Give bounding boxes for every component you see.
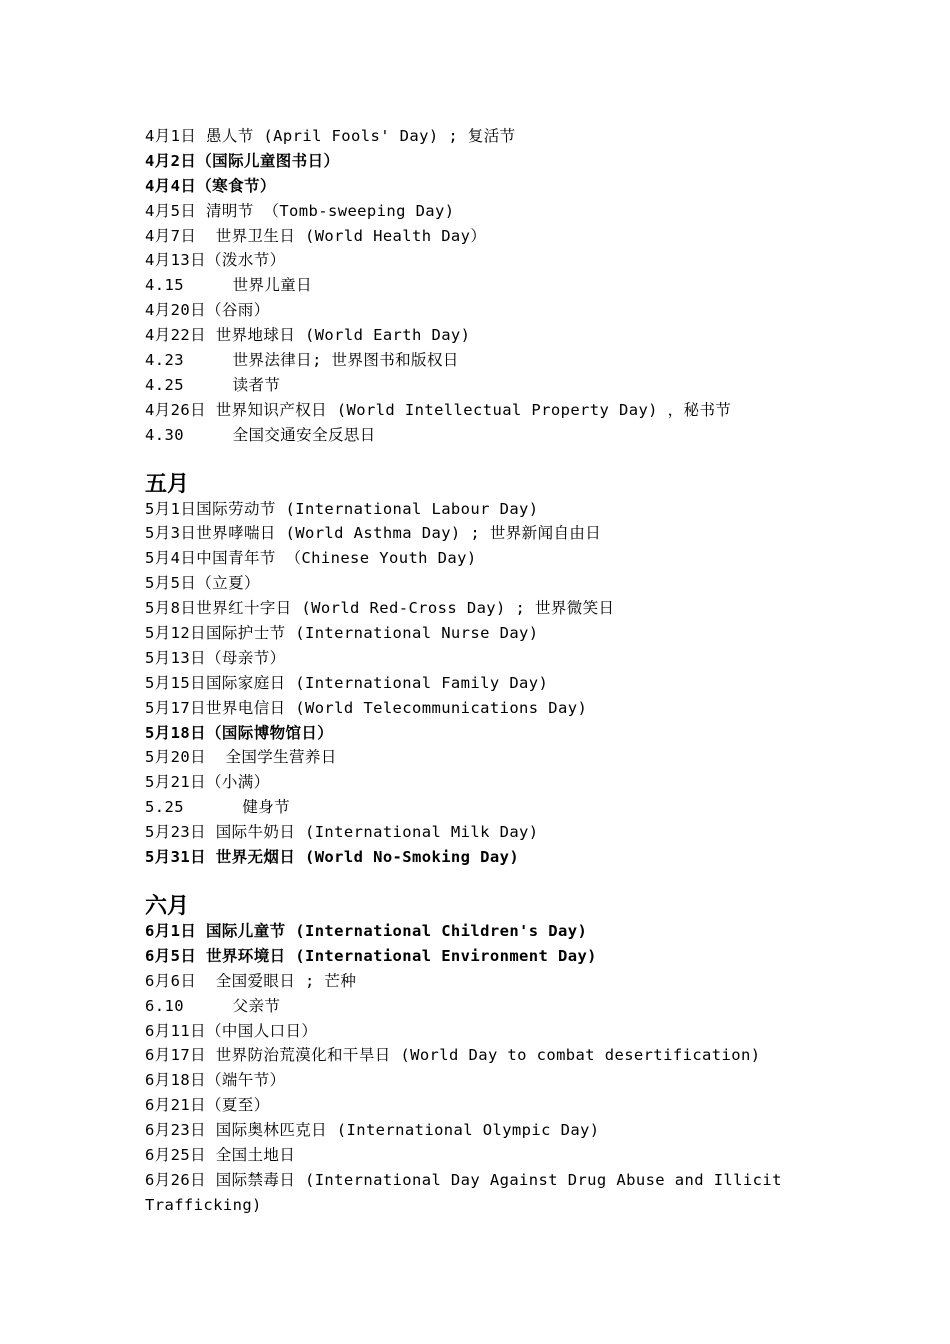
may-line-10: 5月18日（国际博物馆日） — [145, 723, 334, 742]
may-line-12: 5月21日（小满） — [145, 773, 270, 792]
april-line-4: 4月5日 清明节 （Tomb-sweeping Day) — [145, 201, 455, 220]
june-section — [145, 893, 835, 1218]
june-line-10: 6月25日 全国土地日 — [145, 1145, 296, 1164]
april-line-5: 4月7日 世界卫生日 (World Health Day） — [145, 226, 487, 245]
may-line-15: 5月31日 世界无烟日 (World No-Smoking Day) — [145, 848, 520, 867]
april-line-10: 4.23 世界法律日; 世界图书和版权日 — [145, 351, 459, 370]
june-heading: 六月 — [145, 892, 190, 919]
may-line-11: 5月20日 全国学生营养日 — [145, 748, 337, 767]
may-line-13: 5.25 健身节 — [145, 798, 291, 817]
may-line-8: 5月15日国际家庭日 (International Family Day) — [145, 673, 549, 692]
june-line-8: 6月21日（夏至） — [145, 1096, 270, 1115]
june-line-11: 6月26日 国际禁毒日 (International Day Against Drug Abuse and Illicit Trafficking) — [145, 1170, 792, 1214]
june-line-7: 6月18日（端午节） — [145, 1071, 286, 1090]
may-line-2: 5月3日世界哮喘日 (World Asthma Day) ; 世界新闻自由日 — [145, 524, 602, 543]
may-line-7: 5月13日（母亲节） — [145, 648, 286, 667]
may-line-14: 5月23日 国际牛奶日 (International Milk Day) — [145, 823, 539, 842]
may-line-1: 5月1日国际劳动节 (International Labour Day) — [145, 499, 539, 518]
april-line-13: 4.30 全国交通安全反思日 — [145, 425, 376, 444]
april-line-6: 4月13日（泼水节） — [145, 251, 286, 270]
may-line-5: 5月8日世界红十字日 (World Red-Cross Day) ; 世界微笑日 — [145, 599, 615, 618]
june-line-6: 6月17日 世界防治荒漠化和干旱日 (World Day to combat desertification) — [145, 1046, 761, 1065]
may-heading: 五月 — [145, 470, 190, 497]
june-line-3: 6月6日 全国爱眼日 ; 芒种 — [145, 971, 357, 990]
april-line-9: 4月22日 世界地球日 (World Earth Day) — [145, 326, 471, 345]
april-line-1: 4月1日 愚人节 (April Fools' Day) ; 复活节 — [145, 127, 516, 145]
april-line-11: 4.25 读者节 — [145, 375, 281, 394]
document-body — [145, 124, 835, 1218]
may-line-6: 5月12日国际护士节 (International Nurse Day) — [145, 624, 539, 643]
april-line-8: 4月20日（谷雨） — [145, 301, 270, 320]
june-line-1: 6月1日 国际儿童节 (International Children's Day) — [145, 921, 588, 940]
april-line-2: 4月2日（国际儿童图书日） — [145, 151, 340, 170]
may-section — [145, 471, 835, 870]
april-line-7: 4.15 世界儿童日 — [145, 276, 313, 295]
may-line-4: 5月5日（立夏） — [145, 574, 260, 593]
june-line-9: 6月23日 国际奥林匹克日 (International Olympic Day) — [145, 1121, 600, 1140]
april-section — [145, 124, 835, 448]
april-line-12: 4月26日 世界知识产权日 (World Intellectual Property Day) ，秘书节 — [145, 400, 732, 419]
april-line-3: 4月4日（寒食节） — [145, 176, 276, 195]
may-line-9: 5月17日世界电信日 (World Telecommunications Day) — [145, 698, 588, 717]
may-line-3: 5月4日中国青年节 （Chinese Youth Day) — [145, 549, 477, 568]
june-line-4: 6.10 父亲节 — [145, 996, 281, 1015]
june-line-2: 6月5日 世界环境日 (International Environment Day) — [145, 946, 597, 965]
june-line-5: 6月11日（中国人口日） — [145, 1021, 318, 1040]
